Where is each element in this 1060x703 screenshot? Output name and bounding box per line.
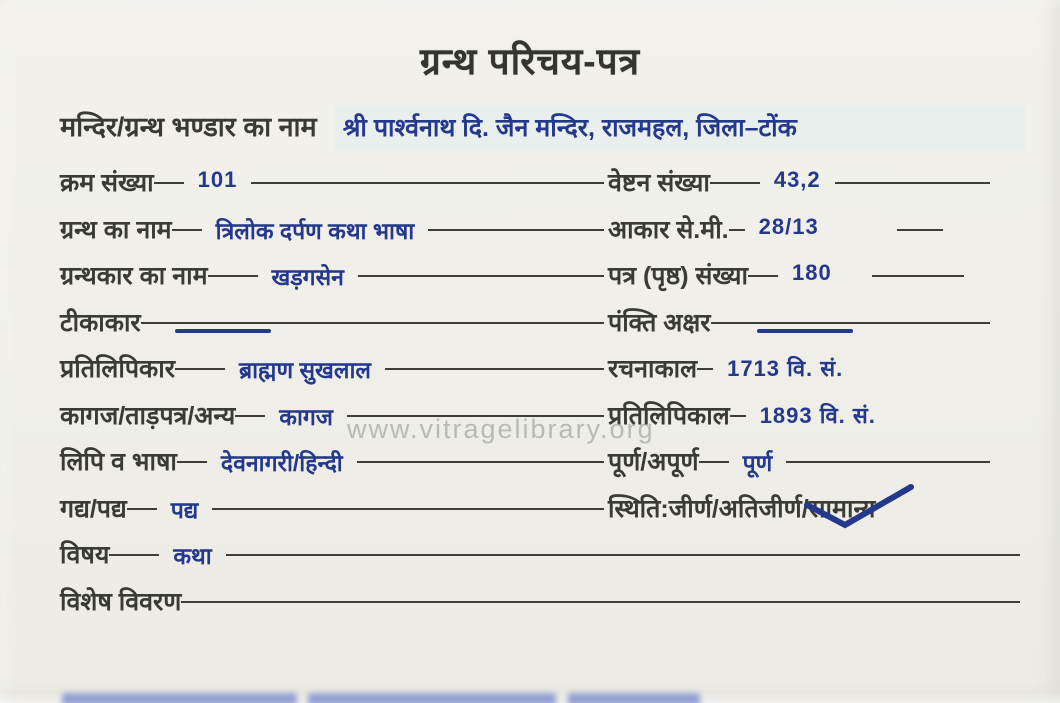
field-value: 28/13 <box>758 213 819 239</box>
field-value: 43,2 <box>773 167 821 192</box>
scan-artifact <box>62 693 297 703</box>
scan-artifact <box>568 693 700 703</box>
blank-line <box>141 322 604 324</box>
connector-line <box>127 508 157 510</box>
connector-line <box>154 182 184 184</box>
blank-line <box>711 322 990 324</box>
field-book-name <box>60 212 608 246</box>
field-value: ब्राह्मण सुखलाल <box>238 357 371 383</box>
field-label: स्थिति:जीर्ण/अतिजीर्ण/ <box>608 494 809 523</box>
form-row <box>0 305 1060 352</box>
field-commentator <box>60 305 608 339</box>
blank-line <box>786 461 990 463</box>
connector-line <box>729 229 745 231</box>
field-value: कागज <box>279 403 333 430</box>
blank-line <box>181 601 1020 603</box>
connector-line <box>172 229 202 231</box>
connector-line <box>109 554 159 556</box>
field-value: 101 <box>197 167 238 192</box>
page-title: ग्रन्थ परिचय-पत्र <box>419 41 641 82</box>
form-row <box>0 584 1060 631</box>
field-label: प्रतिलिपिकार <box>60 355 175 383</box>
form-body <box>0 165 1060 630</box>
field-leaf-count <box>608 258 1020 292</box>
blank-line <box>226 554 1020 556</box>
field-lines-letters <box>608 305 1020 339</box>
connector-line <box>697 368 713 370</box>
field-label: पूर्ण/अपूर्ण <box>608 448 699 476</box>
field-prose-verse <box>60 491 608 525</box>
field-label: प्रतिलिपिकाल <box>608 401 730 430</box>
field-value: त्रिलोक दर्पण कथा भाषा <box>215 217 415 244</box>
empty-value-mark <box>757 329 853 333</box>
form-row <box>0 537 1060 584</box>
watermark-text: www.vitragelibrary.org <box>347 414 655 444</box>
temple-name-row <box>0 107 1060 157</box>
field-value: सामान्य <box>808 494 876 523</box>
field-value: 1893 वि. सं. <box>759 402 876 428</box>
connector-line <box>208 275 258 277</box>
blank-line <box>835 182 990 184</box>
form-row <box>0 165 1060 212</box>
field-copy-date <box>608 398 1020 432</box>
blank-line <box>212 508 604 510</box>
field-bundle-number <box>608 165 1020 199</box>
field-label: लिपि व भाषा <box>60 448 177 476</box>
field-composition-date <box>608 351 1020 385</box>
blank-line <box>897 229 943 231</box>
field-serial-number <box>60 165 608 199</box>
field-label: पंक्ति अक्षर <box>608 308 711 337</box>
temple-name-value: श्री पार्श्वनाथ दि. जैन मन्दिर, राजमहल, जिला–टोंक <box>335 107 1024 149</box>
field-label: आकार से.मी. <box>608 215 729 244</box>
blank-line <box>872 275 964 277</box>
field-label: ग्रन्थ का नाम <box>60 215 172 244</box>
condition-selected-option <box>809 491 876 525</box>
field-label: पत्र (पृष्ठ) संख्या <box>608 262 748 290</box>
field-label: ग्रन्थकार का नाम <box>60 262 208 290</box>
empty-value-mark <box>175 329 271 333</box>
form-row <box>0 212 1060 259</box>
field-label: विषय <box>60 541 110 569</box>
temple-name-label: मन्दिर/ग्रन्थ भण्डार का नाम <box>60 112 317 142</box>
field-label: क्रम संख्या <box>60 169 154 197</box>
field-value: 1713 वि. सं. <box>727 356 844 381</box>
field-label: रचनाकाल <box>608 355 698 383</box>
field-size-cm <box>608 212 1020 246</box>
blank-line <box>428 229 604 231</box>
field-value: कथा <box>173 543 212 569</box>
blank-line <box>251 182 604 184</box>
field-author-name <box>60 258 608 292</box>
field-complete-incomplete <box>608 444 1020 478</box>
field-label: गद्य/पद्य <box>60 494 127 523</box>
field-value: खड़गसेन <box>271 264 344 290</box>
field-label: टीकाकार <box>60 308 141 337</box>
field-label: विशेष विवरण <box>60 587 182 616</box>
field-value: देवनागरी/हिन्दी <box>220 450 343 476</box>
connector-line <box>710 182 760 184</box>
field-label: कागज/ताड़पत्र/अन्य <box>60 401 236 430</box>
connector-line <box>235 415 265 417</box>
field-value: 180 <box>791 260 832 285</box>
blank-line <box>357 461 604 463</box>
form-row <box>0 444 1060 491</box>
field-special-details <box>60 584 1020 618</box>
connector-line <box>175 368 225 370</box>
field-value: पद्य <box>170 496 199 523</box>
field-value: पूर्ण <box>742 450 773 476</box>
field-script-language <box>60 444 608 478</box>
connector-line <box>730 415 746 417</box>
scan-artifact <box>308 693 556 703</box>
form-row <box>0 491 1060 538</box>
connector-line <box>748 275 778 277</box>
form-row <box>0 258 1060 305</box>
connector-line <box>699 461 729 463</box>
field-label: वेष्टन संख्या <box>608 169 710 197</box>
field-condition <box>608 491 1020 525</box>
field-subject <box>60 537 1020 571</box>
field-copyist <box>60 351 608 385</box>
blank-line <box>358 275 604 277</box>
form-row <box>0 351 1060 398</box>
blank-line <box>385 368 604 370</box>
connector-line <box>177 461 207 463</box>
